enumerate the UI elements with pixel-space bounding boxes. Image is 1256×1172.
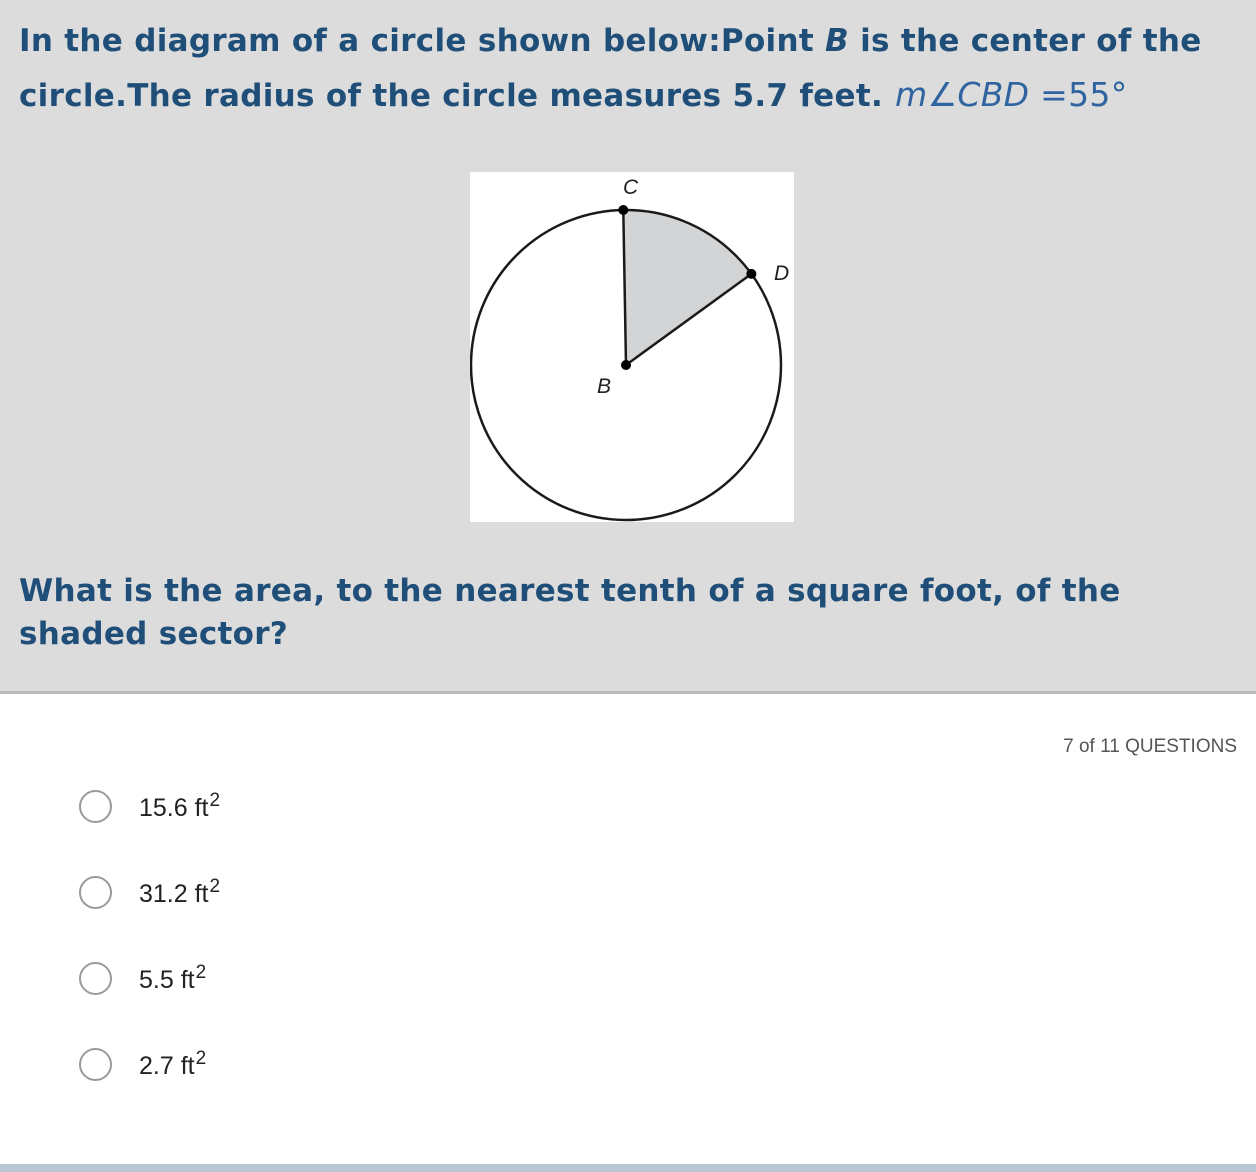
choice-label bbox=[139, 1048, 206, 1081]
choice-exponent: 2 bbox=[209, 789, 221, 811]
circle-diagram bbox=[470, 172, 794, 522]
stem-var-b: B bbox=[825, 23, 849, 59]
answer-choice-4[interactable] bbox=[79, 1044, 220, 1084]
choice-exponent: 2 bbox=[195, 961, 207, 983]
label-c: C bbox=[623, 176, 639, 199]
stem-text-part1: In the diagram of a circle shown below:Point bbox=[19, 23, 826, 59]
answer-choice-1[interactable] bbox=[79, 786, 220, 826]
choice-value: 31.2 ft bbox=[139, 879, 209, 908]
angle-m: m bbox=[895, 75, 928, 114]
circle-diagram-svg bbox=[470, 172, 794, 522]
radio-button[interactable] bbox=[79, 962, 112, 995]
question-progress: 7 of 11 QUESTIONS bbox=[1063, 736, 1237, 757]
choice-value: 2.7 ft bbox=[139, 1051, 195, 1080]
label-b: B bbox=[597, 375, 612, 398]
label-d: D bbox=[774, 262, 790, 285]
point-d bbox=[746, 269, 756, 279]
point-c bbox=[618, 205, 628, 215]
angle-measure bbox=[895, 75, 1127, 114]
choice-value: 5.5 ft bbox=[139, 965, 195, 994]
stem-text-part2: is the center of the circle.The radius of the circle measures 5.7 feet. bbox=[19, 23, 1202, 114]
choice-value: 15.6 ft bbox=[139, 793, 209, 822]
choice-exponent: 2 bbox=[195, 1047, 207, 1069]
point-b bbox=[621, 360, 631, 370]
answer-choice-3[interactable] bbox=[79, 958, 220, 998]
choice-label bbox=[139, 790, 220, 823]
question-prompt: What is the area, to the nearest tenth of a square foot, of the shaded sector? bbox=[19, 573, 1121, 652]
radio-button[interactable] bbox=[79, 1048, 112, 1081]
choice-exponent: 2 bbox=[209, 875, 221, 897]
answer-choices bbox=[79, 786, 220, 1130]
answer-choice-2[interactable] bbox=[79, 872, 220, 912]
angle-name: CBD bbox=[957, 75, 1030, 114]
question-stem bbox=[19, 14, 1239, 123]
bottom-bar bbox=[0, 1164, 1256, 1172]
radio-button[interactable] bbox=[79, 790, 112, 823]
radio-button[interactable] bbox=[79, 876, 112, 909]
choice-label bbox=[139, 962, 206, 995]
angle-symbol: ∠ bbox=[927, 75, 958, 114]
angle-value: =55° bbox=[1029, 75, 1128, 114]
choice-label bbox=[139, 876, 220, 909]
